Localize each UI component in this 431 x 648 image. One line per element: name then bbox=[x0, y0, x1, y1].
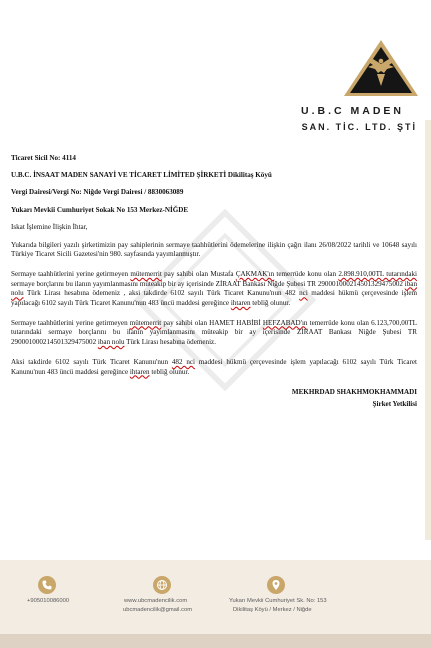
tax-office: Vergi Dairesi/Vergi No: Niğde Vergi Dairesi / 8830063089 bbox=[11, 188, 184, 197]
footer-address-line-2: Dikilitaş Köyü / Merkez / Niğde bbox=[233, 607, 312, 613]
brand-subtitle: SAN. TİC. LTD. ŞTİ bbox=[301, 122, 417, 132]
company-name: U.B.C. İNSAAT MADEN SANAYİ VE TİCARET LİMİTED ŞİRKETİ Dikilitaş Köyü bbox=[11, 171, 272, 180]
globe-icon bbox=[153, 576, 171, 594]
paragraph-announcement: Yukarıda bilgileri yazılı şirketimizin pay sahiplerinin sermaye taahhütlerini ödemelerine ilişkin çağrı ilanı 26/08/2022 tarihli ve 10648 sayılı Türkiye Ticaret Sicili Gazetesi'nin 980. sayfasında yayımlanmıştır. bbox=[11, 240, 417, 259]
letter-subject: Iskat İşlemine İlişkin İhtar, bbox=[11, 222, 88, 231]
paragraph-warning-1: Sermaye taahhütlerini yerine getirmeyen mütemerrit pay sahibi olan Mustafa ÇAKMAK'ın temerrüde konu olan 2.898.910,00TL tutarındaki sermaye borçlarını bu ilanın yayımlanmasını müteakip bir ay içerisinde ZİRAAT Bankası Niğde Şubesi TR 290001000214501329475002 iban nolu Türk Lirası hesabına ödemeniz , aksi takdirde 6102 sayılı Türk Ticaret Kanunu'nun 482 nci maddesi hükmü çerçevesinde işlem yapılacağı 6102 sayılı Türk Ticaret Kanunu'nun 483 üncü maddesi gereğince ihtaren tebliğ olunur. bbox=[11, 269, 417, 308]
phone-icon bbox=[38, 576, 56, 594]
footer-website[interactable]: www.ubcmadencilik.com bbox=[124, 598, 188, 604]
map-pin-icon bbox=[267, 576, 285, 594]
trade-registry-number: Ticaret Sicil No: 4114 bbox=[11, 154, 76, 162]
footer-address-line-1: Yukarı Mevkii Cumhuriyet Sk. No: 153 bbox=[229, 598, 327, 604]
paragraph-warning-2: Sermaye taahhütlerini yerine getirmeyen mütemerrit pay sahibi olan HAMET HABİBİ HEFZABAD'ın temerrüde konu olan 6.123,700,00TL tutarındaki sermaye borçlarını bu ilanın yayımlanmasını müteakip bir ay içerisinde ZİRAAT Bankası Niğde Şubesi TR 290001000214501329475002 iban nolu Türk Lirası hesabına ödemeniz. bbox=[11, 318, 417, 347]
decorative-side-strip bbox=[425, 120, 431, 540]
letter-body bbox=[11, 154, 417, 409]
footer-email[interactable]: ubcmadencilik@gmail.com bbox=[123, 607, 193, 613]
company-logo-icon bbox=[342, 38, 420, 98]
paragraph-consequence: Aksi takdirde 6102 sayılı Türk Ticaret Kanunu'nun 482 nci maddesi hükmü çerçevesinde işlem yapılacağı 6102 sayılı Türk Ticaret Kanunu'nun 483 üncü maddesi gereğince ihtaren tebliğ olunur. bbox=[11, 357, 417, 376]
signatory-title: Şirket Yetkilisi bbox=[372, 400, 417, 409]
footer bbox=[0, 560, 431, 648]
company-address: Yukarı Mevkii Cumhuriyet Sokak No 153 Merkez-NİĞDE bbox=[11, 205, 189, 214]
footer-phone[interactable]: +905010086000 bbox=[27, 598, 70, 604]
signatory-name: MEKHRDAD SHAKHMOKHAMMADI bbox=[291, 388, 417, 397]
footer-stripe bbox=[0, 634, 431, 648]
brand-name: U.B.C MADEN bbox=[301, 105, 404, 117]
